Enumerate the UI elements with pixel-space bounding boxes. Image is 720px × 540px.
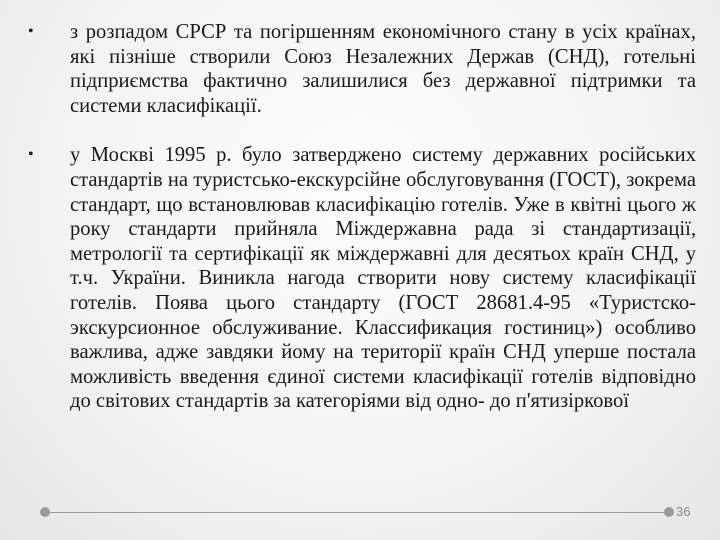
- footer-left-dot-icon: [40, 507, 50, 517]
- bullet-list: [28, 20, 696, 414]
- footer-right-dot-icon: [664, 507, 674, 517]
- bullet-item-moscow-1995: [28, 143, 696, 414]
- bullet-text: з розпадом СРСР та погіршенням економічного стану в усіх країнах, які пізніше створили Союз Незалежних Держав (СНД), готельні підприємства фактично залишилися без державної підтримки та системи класифікації.: [70, 21, 696, 117]
- bullet-text: у Москві 1995 р. було затверджено систему державних російських стандартів на туристсько-екскурсійне обслуговування (ГОСТ), зокрема стандарт, що встановлював класифікацію готелів. Уже в квітні цього ж року стандарти прийняла Міждержавна рада зі стандартизації, метрології та сертифікації як міждержавні для десятьох країн СНД, у т.ч. України. Виникла нагода створити нову систему класифікації готелів. Поява цього стандарту (ГОСТ 28681.4-95 «Туристско-экскурсионное обслуживание. Классификация гостиниц») особливо важлива, адже завдяки йому на території країн СНД уперше постала можливість введення єдиної системи класифікації готелів відповідно до світових стандартів за категоріями від одно- до п'ятизіркової: [70, 144, 696, 413]
- bullet-icon: •: [28, 23, 34, 40]
- bullet-item-ussr-collapse: [28, 20, 696, 118]
- bullet-icon: •: [28, 146, 34, 164]
- footer-divider: [44, 512, 674, 513]
- page-number: 36: [676, 504, 691, 519]
